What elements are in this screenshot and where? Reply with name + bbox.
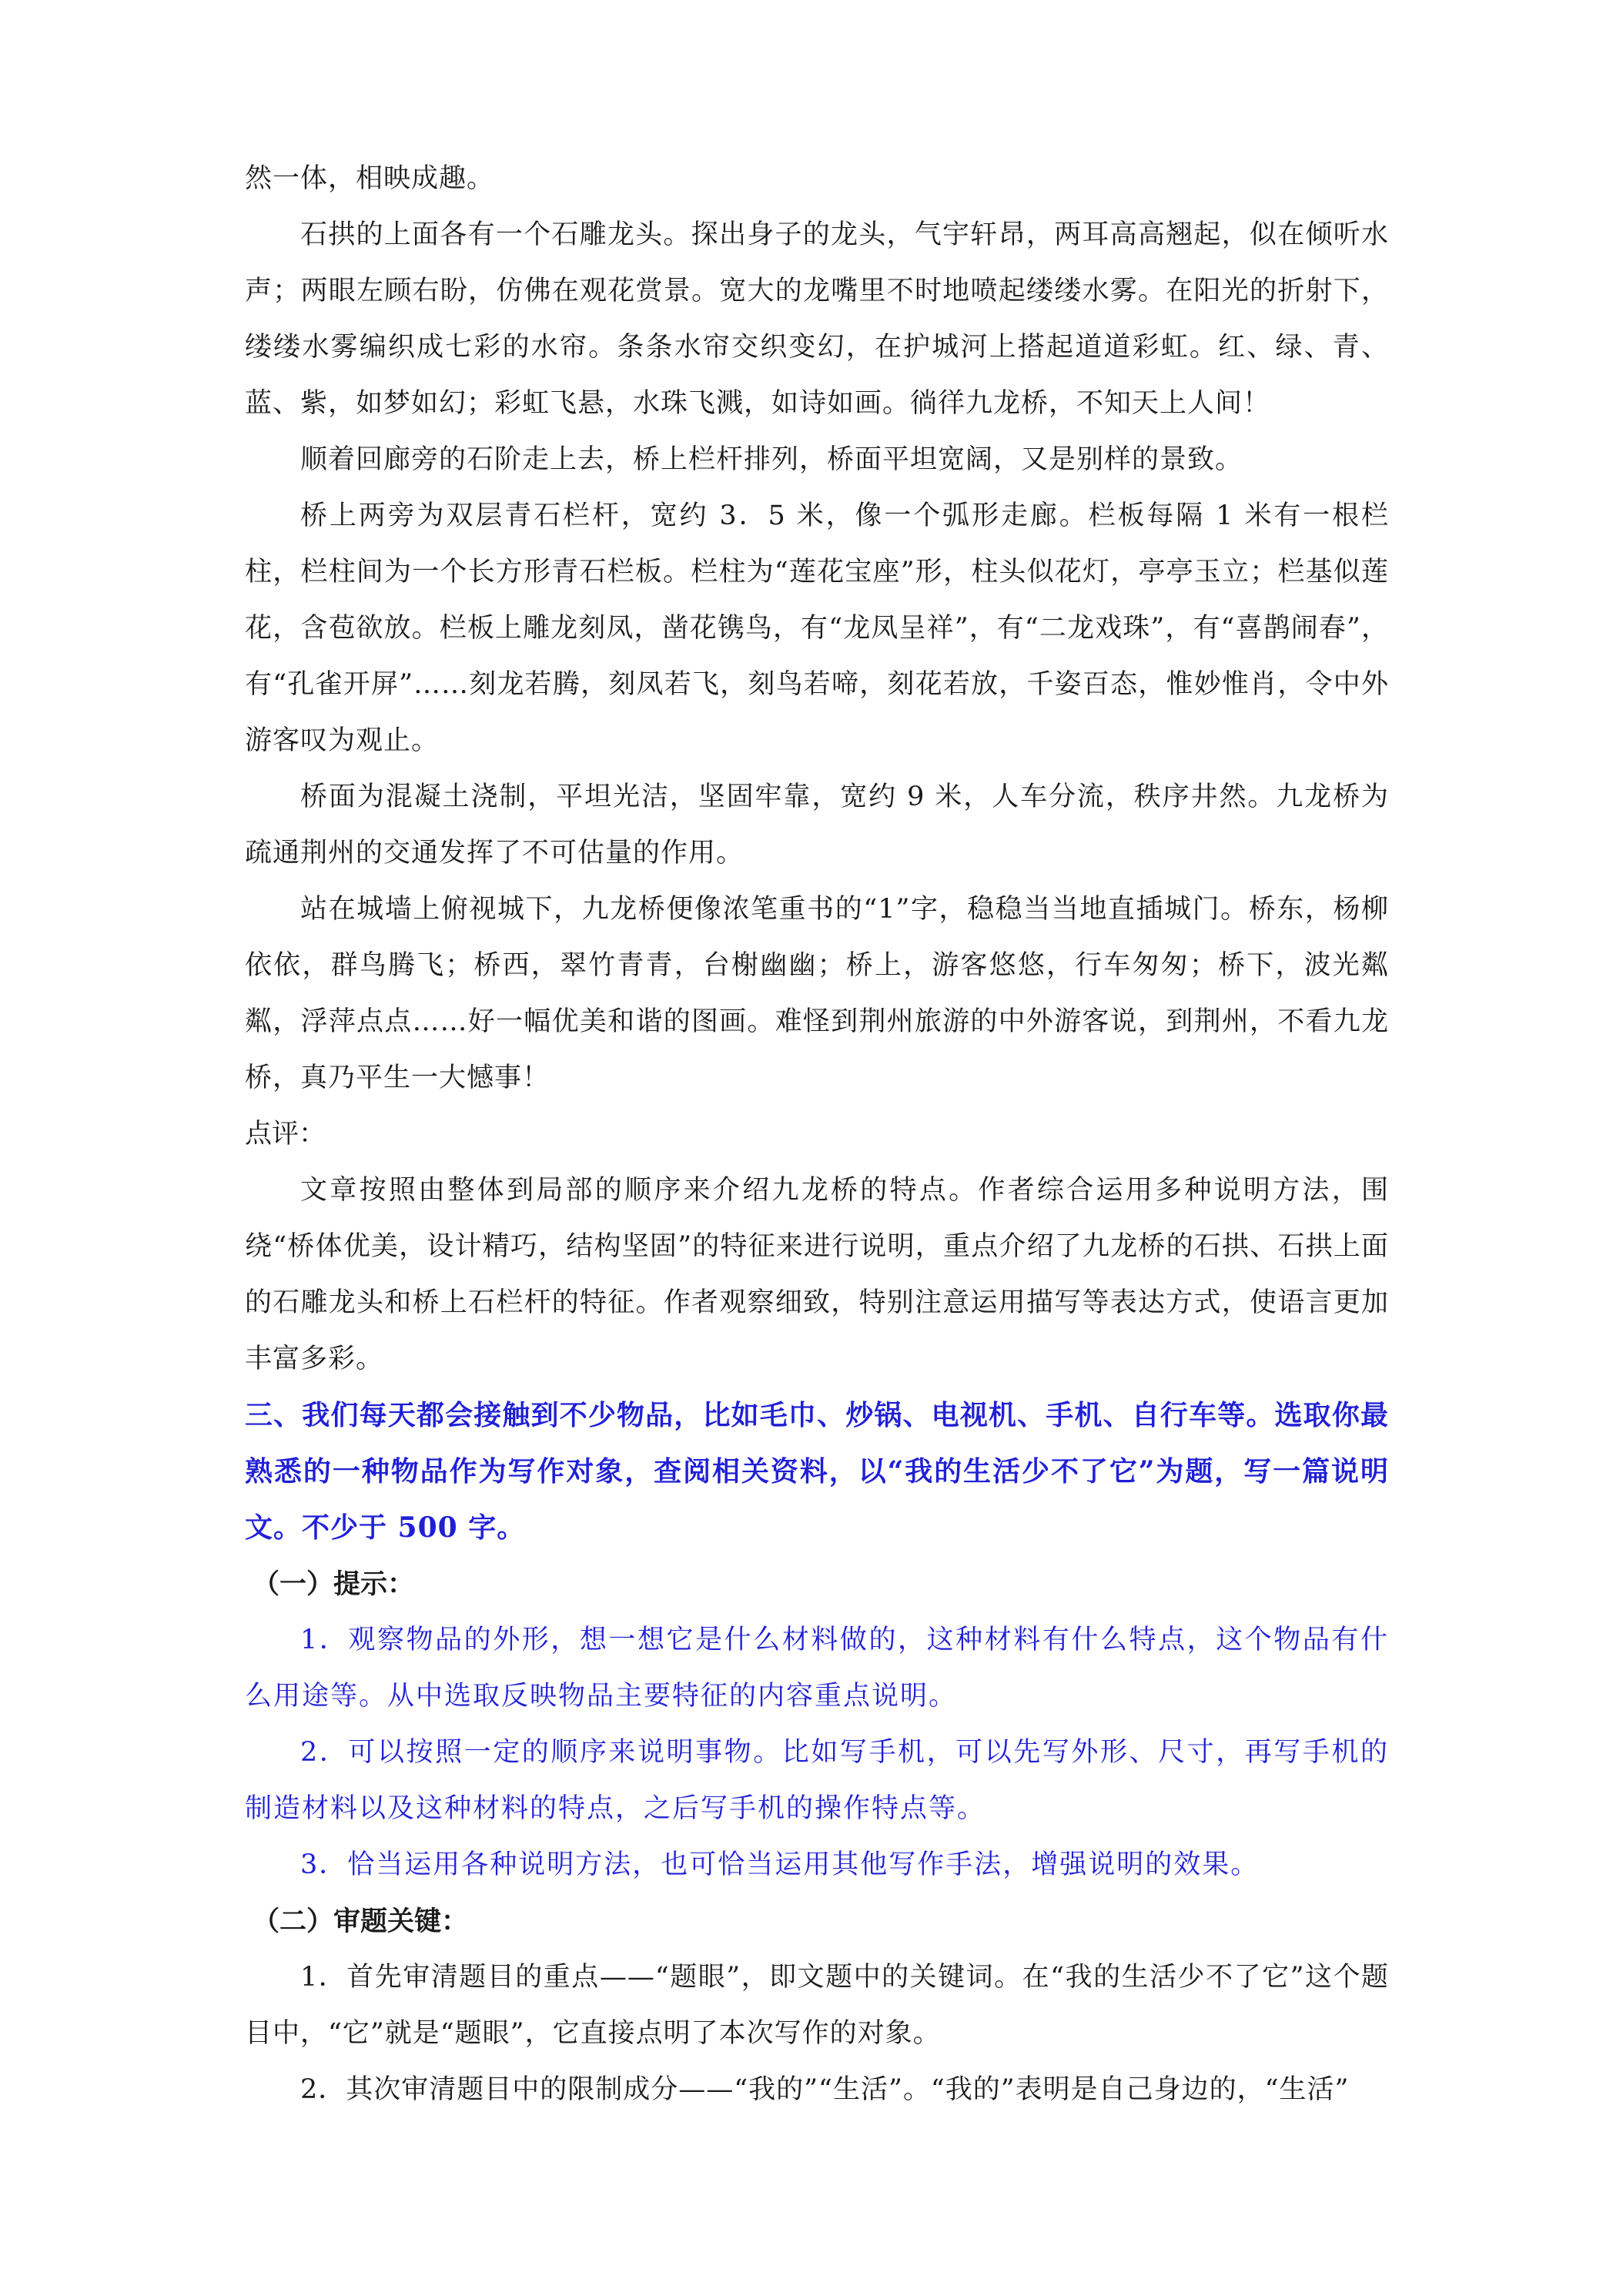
- paragraph-stone-steps: 顺着回廊旁的石阶走上去，桥上栏杆排列，桥面平坦宽阔，又是别样的景致。: [300, 444, 1243, 475]
- document-page: [245, 151, 1389, 2118]
- paragraph-railings: 桥上两旁为双层青石栏杆，宽约 3．5 米，像一个弧形走廊。栏板每隔 1 米有一根栏柱，栏柱间为一个长方形青石栏板。栏柱为“莲花宝座”形，柱头似花灯，亭亭玉立；栏基似莲花，含苞欲放。栏板上雕龙刻凤，凿花镌鸟，有“龙凤呈祥”，有“二龙戏珠”，有“喜鹊闹春”，有“孔雀开屏”……刻龙若腾，刻凤若飞，刻鸟若啼，刻花若放，千姿百态，惟妙惟肖，令中外游客叹为观止。: [245, 500, 1389, 756]
- hint-item: 3．恰当运用各种说明方法，也可恰当运用其他写作手法，增强说明的效果。: [300, 1849, 1260, 1880]
- key-points-heading: （二）审题关键：: [253, 1906, 469, 1937]
- paragraph-bridge-deck: 桥面为混凝土浇制，平坦光洁，坚固牢靠，宽约 9 米，人车分流，秩序井然。九龙桥为疏通荆州的交通发挥了不可估量的作用。: [245, 782, 1389, 869]
- hints-heading: （一）提示：: [253, 1568, 415, 1600]
- hint-item: 2．可以按照一定的顺序来说明事物。比如写手机，可以先写外形、尺寸，再写手机的制造材料以及这种材料的特点，之后写手机的操作特点等。: [245, 1737, 1389, 1824]
- paragraph-city-wall-view: 站在城墙上俯视城下，九龙桥便像浓笔重书的“1”字，稳稳当当地直插城门。桥东，杨柳依依，群鸟腾飞；桥西，翠竹青青，台榭幽幽；桥上，游客悠悠，行车匆匆；桥下，波光粼粼，浮萍点点……好一幅优美和谐的图画。难怪到荆州旅游的中外游客说，到荆州，不看九龙桥，真乃平生一大憾事！: [245, 894, 1389, 1093]
- key-point-item: 2．其次审清题目中的限制成分——“我的”“生活”。“我的”表明是自己身边的，“生活”: [300, 2074, 1350, 2105]
- key-point-item: 1．首先审清题目的重点——“题眼”，即文题中的关键词。在“我的生活少不了它”这个题目中，“它”就是“题眼”，它直接点明了本次写作的对象。: [245, 1962, 1389, 2049]
- comment-text: 文章按照由整体到局部的顺序来介绍九龙桥的特点。作者综合运用多种说明方法，围绕“桥体优美，设计精巧，结构坚固”的特征来进行说明，重点介绍了九龙桥的石拱、石拱上面的石雕龙头和桥上石栏杆的特征。作者观察细致，特别注意运用描写等表达方式，使语言更加丰富多彩。: [245, 1175, 1389, 1374]
- paragraph-continuation: 然一体，相映成趣。: [245, 163, 495, 194]
- hint-item: 1．观察物品的外形，想一想它是什么材料做的，这种材料有什么特点，这个物品有什么用途等。从中选取反映物品主要特征的内容重点说明。: [245, 1625, 1389, 1712]
- writing-task-heading: 三、我们每天都会接触到不少物品，比如毛巾、炒锅、电视机、手机、自行车等。选取你最熟悉的一种物品作为写作对象，查阅相关资料，以“我的生活少不了它”为题，写一篇说明文。不少于 500 字。: [245, 1399, 1389, 1544]
- comment-label: 点评：: [245, 1119, 326, 1150]
- paragraph-dragon-heads: 石拱的上面各有一个石雕龙头。探出身子的龙头，气宇轩昂，两耳高高翘起，似在倾听水声；两眼左顾右盼，仿佛在观花赏景。宽大的龙嘴里不时地喷起缕缕水雾。在阳光的折射下，缕缕水雾编织成七彩的水帘。条条水帘交织变幻，在护城河上搭起道道彩虹。红、绿、青、蓝、紫，如梦如幻；彩虹飞悬，水珠飞溅，如诗如画。徜徉九龙桥，不知天上人间！: [245, 219, 1389, 419]
